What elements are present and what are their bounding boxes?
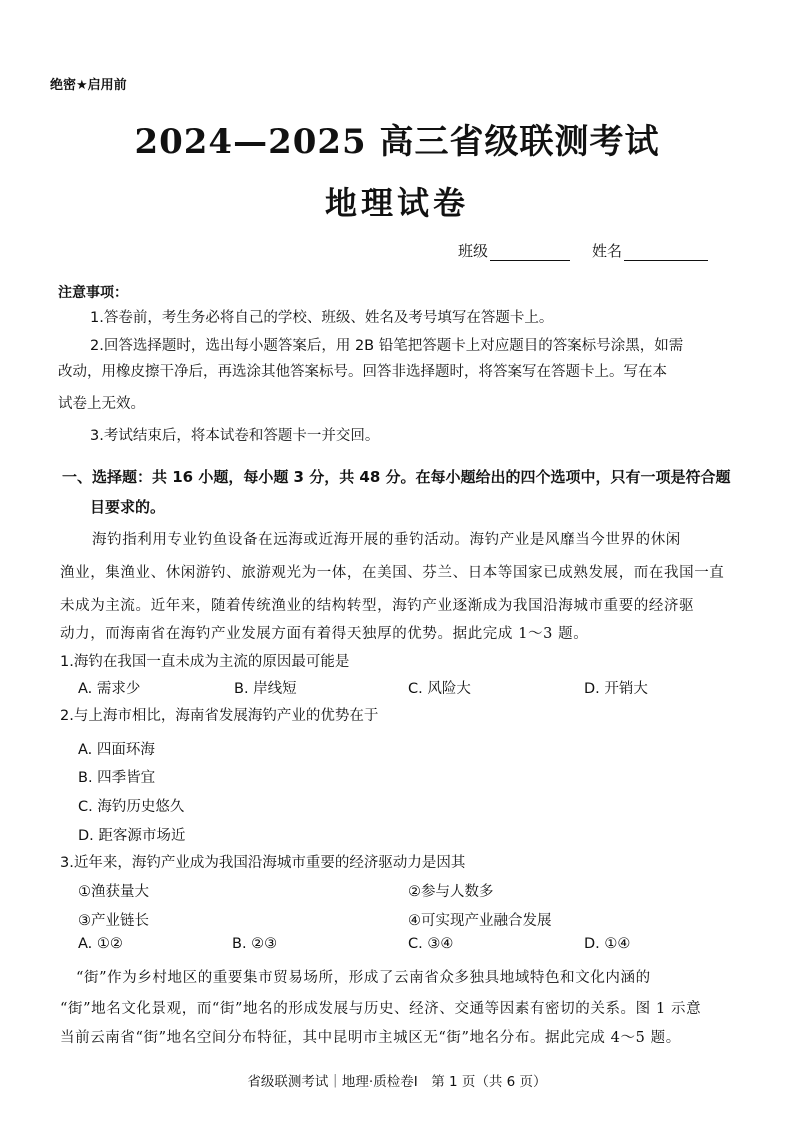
- note-item-1: 1.答卷前，考生务必将自己的学校、班级、姓名及考号填写在答题卡上。: [90, 310, 554, 326]
- q1-option-a: A. 需求少: [78, 681, 141, 697]
- passage-1-line-2: 渔业，集渔业、休闲游钓、旅游观光为一体，在美国、芬兰、日本等国家已成熟发展，而在我国一直: [60, 565, 725, 581]
- q3-option-a: A. ①②: [78, 936, 123, 952]
- q2-option-d: D. 距客源市场近: [78, 828, 186, 844]
- q2-stem: 2.与上海市相比，海南省发展海钓产业的优势在于: [60, 708, 379, 724]
- note-item-2-line-2: 改动，用橡皮擦干净后，再选涂其他答案标号。回答非选择题时，将答案写在答题卡上。写在本: [58, 364, 667, 380]
- q2-option-a: A. 四面环海: [78, 742, 155, 758]
- class-field: [458, 240, 570, 261]
- name-field: [592, 240, 708, 261]
- passage-1-line-4: 动力，而海南省在海钓产业发展方面有着得天独厚的优势。据此完成 1～3 题。: [60, 626, 589, 642]
- note-item-2-line-1: 2.回答选择题时，选出每小题答案后，用 2B 铅笔把答题卡上对应题目的答案标号涂黑，如需: [90, 338, 684, 354]
- page-footer: 省级联测考试｜地理·质检卷Ⅰ 第 1 页（共 6 页）: [247, 1074, 547, 1090]
- q3-statement-2: ②参与人数多: [408, 884, 494, 900]
- q3-option-c: C. ③④: [408, 936, 454, 952]
- q1-stem: 1.海钓在我国一直未成为主流的原因最可能是: [60, 654, 350, 670]
- passage-2-line-2: “街”地名文化景观，而“街”地名的形成发展与历史、经济、交通等因素有密切的关系。图 1 示意: [60, 1001, 702, 1017]
- passage-1-line-1: 海钓指利用专业钓鱼设备在远海或近海开展的垂钓活动。海钓产业是风靡当今世界的休闲: [92, 532, 681, 548]
- passage-2-line-3: 当前云南省“街”地名空间分布特征，其中昆明市主城区无“街”地名分布。据此完成 4～5 题。: [60, 1030, 681, 1046]
- q1-option-c: C. 风险大: [408, 681, 471, 697]
- note-item-3: 3.考试结束后，将本试卷和答题卡一并交回。: [90, 428, 380, 444]
- confidential-mark: 绝密★启用前: [50, 78, 127, 93]
- passage-2-line-1: “街”作为乡村地区的重要集市贸易场所，形成了云南省众多独具地域特色和文化内涵的: [76, 970, 651, 986]
- q1-option-d: D. 开销大: [584, 681, 648, 697]
- notes-heading: 注意事项：: [58, 285, 128, 301]
- note-item-2-line-3: 试卷上无效。: [58, 396, 145, 412]
- class-label: 班级: [458, 242, 489, 260]
- subject-title: 地理试卷: [324, 184, 469, 222]
- name-label: 姓名: [592, 242, 623, 260]
- q1-option-b: B. 岸线短: [234, 681, 297, 697]
- q3-statement-3: ③产业链长: [78, 913, 149, 929]
- q2-option-b: B. 四季皆宜: [78, 770, 156, 786]
- q3-statement-4: ④可实现产业融合发展: [408, 913, 552, 929]
- q3-statement-1: ①渔获量大: [78, 884, 149, 900]
- class-blank: [490, 246, 570, 261]
- passage-1-line-3: 未成为主流。近年来，随着传统渔业的结构转型，海钓产业逐渐成为我国沿海城市重要的经济驱: [60, 598, 695, 614]
- q3-option-b: B. ②③: [232, 936, 278, 952]
- exam-title: 2024—2025 高三省级联测考试: [134, 122, 660, 162]
- section-heading-line-1: 一、选择题：共 16 小题，每小题 3 分，共 48 分。在每小题给出的四个选项中，只有一项是符合题: [62, 468, 731, 486]
- q3-stem: 3.近年来，海钓产业成为我国沿海城市重要的经济驱动力是因其: [60, 855, 466, 871]
- q3-option-d: D. ①④: [584, 936, 631, 952]
- name-blank: [624, 246, 708, 261]
- q2-option-c: C. 海钓历史悠久: [78, 799, 185, 815]
- section-heading-line-2: 目要求的。: [90, 498, 166, 516]
